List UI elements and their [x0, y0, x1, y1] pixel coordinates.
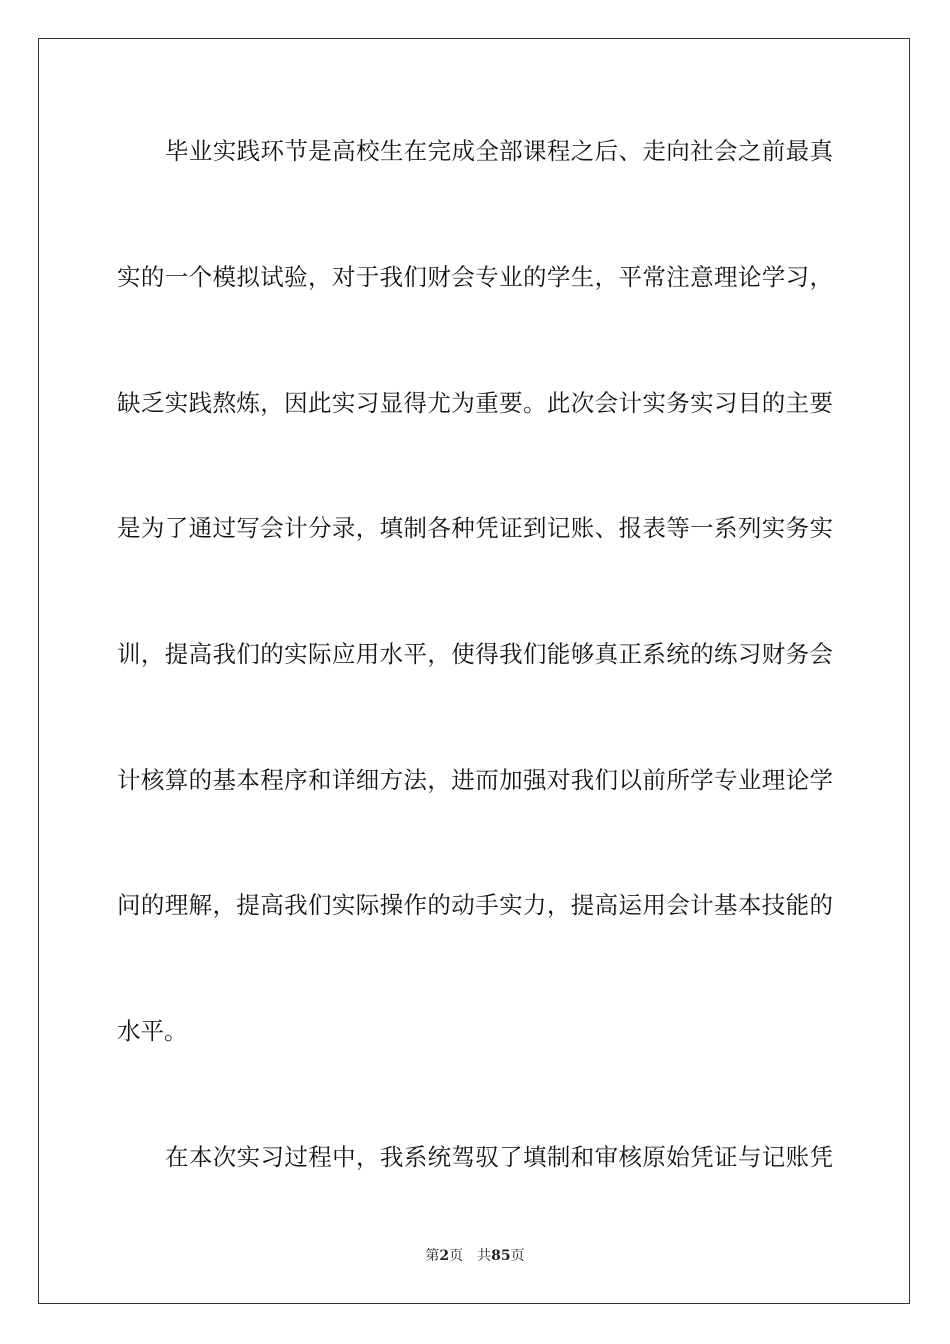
paragraph-line: 计核算的基本程序和详细方法，进而加强对我们以前所学专业理论学	[117, 766, 833, 794]
paragraph-line: 训，提高我们的实际应用水平，使得我们能够真正系统的练习财务会	[117, 640, 833, 668]
page-prefix: 第	[425, 1248, 440, 1264]
page-footer	[0, 1246, 950, 1266]
paragraph-line: 实的一个模拟试验，对于我们财会专业的学生，平常注意理论学习，	[117, 263, 833, 291]
total-prefix: 共	[477, 1248, 492, 1264]
paragraph-line: 毕业实践环节是高校生在完成全部课程之后、走向社会之前最真	[165, 137, 833, 165]
page-border	[38, 38, 910, 1304]
paragraph-line: 缺乏实践熬炼，因此实习显得尤为重要。此次会计实务实习目的主要	[117, 389, 833, 417]
paragraph-line: 水平。	[117, 1017, 188, 1045]
paragraph-line: 在本次实习过程中，我系统驾驭了填制和审核原始凭证与记账凭	[165, 1143, 833, 1171]
paragraph-line: 问的理解，提高我们实际操作的动手实力，提高运用会计基本技能的	[117, 891, 833, 919]
page-number: 2	[439, 1248, 450, 1264]
total-pages: 85	[491, 1248, 511, 1264]
page-suffix: 页	[449, 1248, 464, 1264]
paragraph-line: 是为了通过写会计分录，填制各种凭证到记账、报表等一系列实务实	[117, 514, 833, 542]
total-suffix: 页	[510, 1248, 525, 1264]
